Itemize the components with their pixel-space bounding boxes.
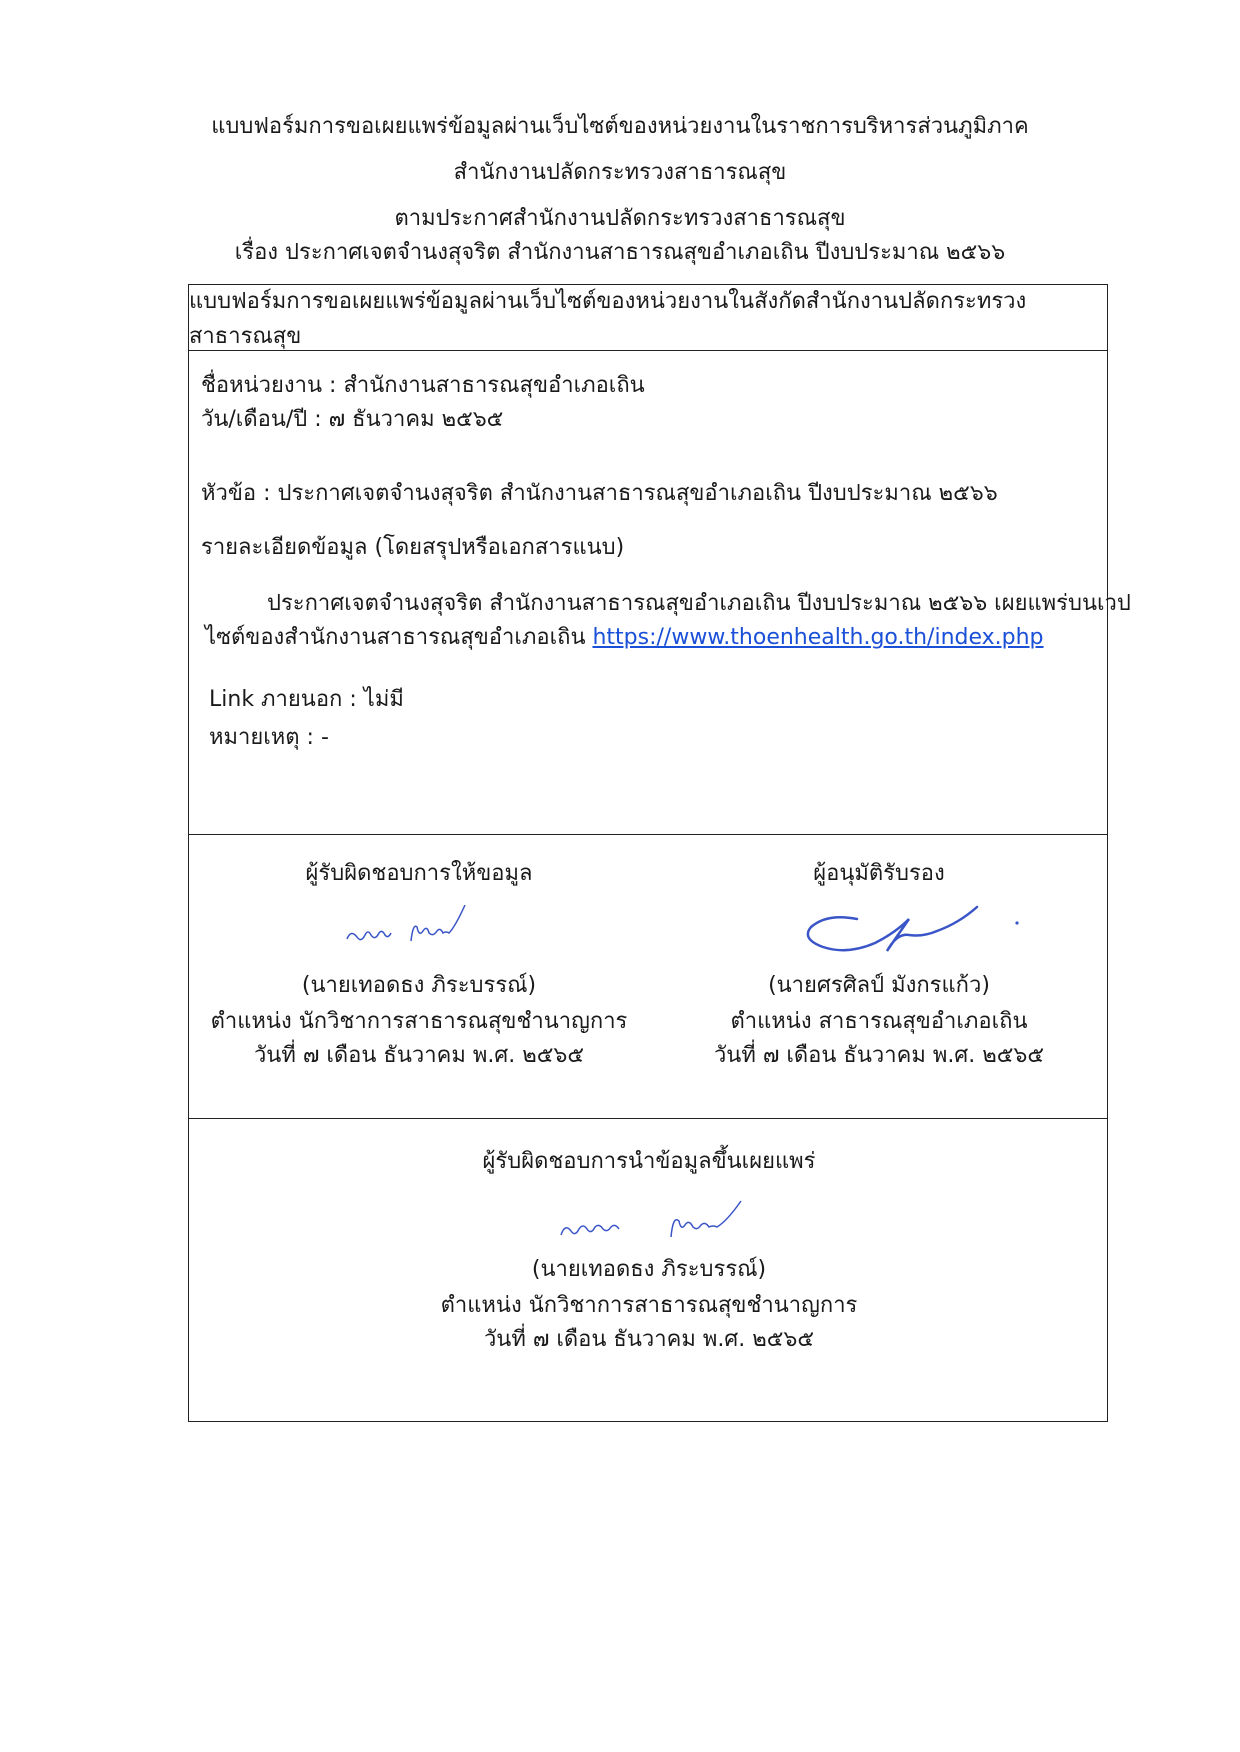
right-signer-name: (นายศรศิลป์ มังกรแก้ว) [768,973,990,998]
signature-row [189,835,1107,1119]
external-link-line [209,685,404,715]
left-signature-image [339,905,499,955]
date-value: ๗ ธันวาคม ๒๕๖๕ [328,407,504,432]
publisher-signature-image [549,1199,789,1249]
detail-text-line-2 [205,623,1044,653]
header-line-1: แบบฟอร์มการขอเผยแพร่ข้อมูลผ่านเว็บไซต์ของหน่วยงานในราชการบริหารส่วนภูมิภาค [211,114,1029,139]
subject-label: หัวข้อ : [201,481,278,506]
right-signer-date: วันที่ ๗ เดือน ธันวาคม พ.ศ. ๒๕๖๕ [713,1043,1045,1068]
publisher-date: วันที่ ๗ เดือน ธันวาคม พ.ศ. ๒๕๖๕ [483,1327,815,1352]
form-table [188,284,1131,1422]
detail-label: รายละเอียดข้อมูล (โดยสรุปหรือเอกสารแนบ) [201,535,625,560]
left-signer-date: วันที่ ๗ เดือน ธันวาคม พ.ศ. ๒๕๖๕ [253,1043,585,1068]
left-signer-position: ตำแหน่ง นักวิชาการสาธารณสุขชำนาญการ [210,1009,628,1034]
publisher-position: ตำแหน่ง นักวิชาการสาธารณสุขชำนาญการ [440,1293,858,1318]
remark-line [209,723,329,753]
publisher-row [189,1119,1107,1421]
agency-label: ชื่อหน่วยงาน : [201,373,344,398]
right-signer-role: ผู้อนุมัติรับรอง [813,861,945,886]
detail-text-line-1: ประกาศเจตจำนงสุจริต สำนักงานสาธารณสุขอำเภอเถิน ปีงบประมาณ ๒๕๖๖ เผยแพร่บนเวป [267,591,1131,616]
header-line-4: เรื่อง ประกาศเจตจำนงสุจริต สำนักงานสาธารณสุขอำเภอเถิน ปีงบประมาณ ๒๕๖๖ [234,240,1006,265]
header-line-3: ตามประกาศสำนักงานปลัดกระทรวงสาธารณสุข [394,206,846,231]
form-title: แบบฟอร์มการขอเผยแพร่ข้อมูลผ่านเว็บไซต์ของหน่วยงานในสังกัดสำนักงานปลัดกระทรวงสาธารณสุข [189,288,1027,349]
agency-line [201,371,645,401]
date-line [201,405,503,435]
right-signature-image [803,897,1023,967]
form-title-row [189,285,1107,351]
subject-value: ประกาศเจตจำนงสุจริต สำนักงานสาธารณสุขอำเภอเถิน ปีงบประมาณ ๒๕๖๖ [277,481,998,506]
detail-link[interactable]: https://www.thoenhealth.go.th/index.php [592,625,1044,650]
remark-value: - [320,725,329,750]
header-line-2: สำนักงานปลัดกระทรวงสาธารณสุข [453,160,787,185]
remark-label: หมายเหตุ : [209,725,321,750]
date-label: วัน/เดือน/ปี : [201,407,329,432]
left-signer-role: ผู้รับผิดชอบการให้ขอมูล [305,861,533,886]
external-link-value: ไม่มี [363,687,404,712]
right-signer-position: ตำแหน่ง สาธารณสุขอำเภอเถิน [730,1009,1028,1034]
detail-text-2: ไซต์ของสำนักงานสาธารณสุขอำเภอเถิน [205,625,593,650]
agency-value: สำนักงานสาธารณสุขอำเภอเถิน [343,373,645,398]
left-signer-name: (นายเทอดธง ภิระบรรณ์) [301,973,537,998]
document-header [0,112,1240,268]
publisher-name: (นายเทอดธง ภิระบรรณ์) [531,1257,767,1282]
form-info-row [189,351,1131,835]
external-link-label: Link ภายนอก : [209,687,364,712]
subject-line [201,479,998,509]
publisher-role: ผู้รับผิดชอบการนำข้อมูลขึ้นเผยแพร่ [482,1149,816,1174]
